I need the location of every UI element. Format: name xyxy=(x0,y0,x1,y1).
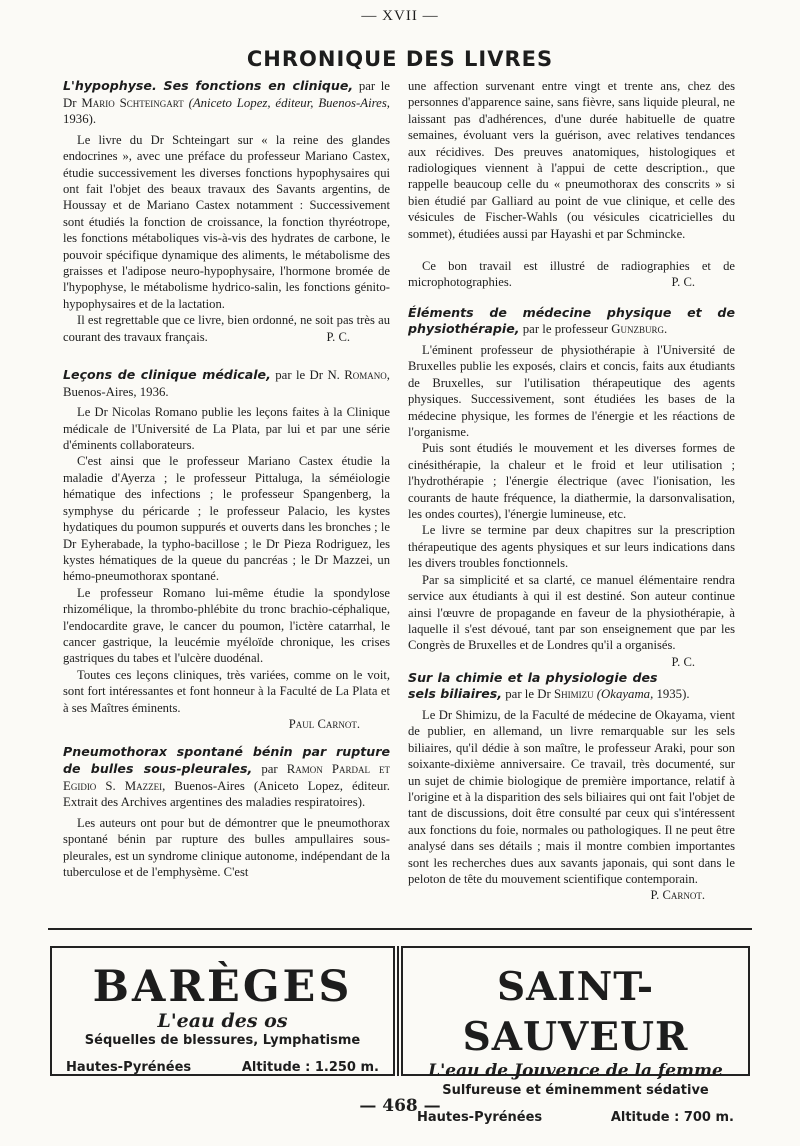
review-paragraph: Le Dr Shimizu, de la Faculté de médecine de Okayama, vient de publier, en allemand, un livre remarquable sur les sels biliaires, qu'il dédie à son maître, le professeur Araki, pour son soixante-dixième anniversaire. Ce travail, très documenté, sur un sujet de chimie biologique de première importance, relatif à l'origine et à la disparition des sels biliaires qui ont fait l'objet de tant de discussions, doit être consulté par ceux qui s'intéressent aux fonctions du foie, normales ou pathologiques. Il ne peut être analysé dans ses détails ; mais il montre combien importantes sont les recherches dues aux savants japonais, qui sont dans le peloton de tête du mouvement scientifique contemporain. xyxy=(408,707,735,886)
book-title: Éléments de médecine physique et de physiothérapie, xyxy=(408,304,735,337)
review-heading xyxy=(63,367,390,400)
review-lecons-clinique xyxy=(63,367,390,732)
review-heading xyxy=(408,670,735,703)
ad-saint-sauveur xyxy=(401,946,750,1125)
review-pneumothorax xyxy=(63,744,390,880)
ad-altitude: Altitude : 700 m. xyxy=(610,1110,734,1125)
publisher: (Aniceto Lopez, éditeur, Buenos-Aires, xyxy=(188,95,391,110)
publisher: (Okayama, xyxy=(596,687,654,702)
book-author: Gunzburg. xyxy=(611,322,668,337)
review-paragraph: Il est regrettable que ce livre, bien ordonné, ne soit pas très au courant des travaux français. P. C. xyxy=(63,313,390,344)
review-medecine-physique xyxy=(408,304,735,669)
ad-divider xyxy=(397,946,399,1076)
book-author: Shimizu xyxy=(553,687,594,702)
review-paragraph-continued xyxy=(408,78,735,258)
meta-prefix: par le Dr xyxy=(505,687,554,702)
right-column xyxy=(408,78,735,914)
book-meta xyxy=(505,687,689,701)
ad-footer xyxy=(52,1060,393,1075)
ad-tagline: L'eau de Jouvence de la femme xyxy=(428,1061,723,1081)
meta-suffix: 1936). xyxy=(63,112,97,127)
section-title: CHRONIQUE DES LIVRES xyxy=(246,47,554,71)
book-title: Leçons de clinique médicale, xyxy=(63,367,271,383)
review-signature: Paul Carnot. xyxy=(288,716,360,731)
review-paragraph-split: Les auteurs ont pour but de démontrer que le pneumothorax spontané bénin par rupture des bulles ampullaires sous-pleurales, est un syndrome clinique autonome, indépendant de la tuberculose et de l'emphysème. C'est xyxy=(63,815,390,879)
left-column xyxy=(63,78,390,891)
review-heading xyxy=(63,744,390,810)
meta-prefix: par xyxy=(261,761,287,776)
review-heading xyxy=(408,305,735,338)
ad-name: SAINT-SAUVEUR xyxy=(462,964,689,1060)
review-paragraph: Toutes ces leçons cliniques, très variées, comme on le voit, sont fort intéressantes et font honneur à la Faculté de La Plata et à ses Maîtres éminents. xyxy=(63,667,390,715)
book-meta xyxy=(523,322,667,336)
ad-bareges xyxy=(50,946,395,1076)
review-paragraph: Puis sont étudiés le mouvement et les diverses formes de cinésithérapie, la chaleur et le froid et leur utilisation ; l'hydrothérapie ; l'énergie électrique (avec l'ionisation, les courants de haute fréquence, la diathermie, la darsonvalisation, les ondes courtes), l'énergie lumineuse, etc. xyxy=(408,441,735,522)
review-signature: P. Carnot. xyxy=(650,888,705,903)
review-heading xyxy=(63,78,390,128)
meta-suffix: Buenos-Aires, 1936. xyxy=(63,384,169,399)
ad-subline: Séquelles de blessures, Lymphatisme xyxy=(84,1033,361,1048)
book-author: Mario Schteingart xyxy=(81,95,184,110)
review-paragraph: Par sa simplicité et sa clarté, ce manuel élémentaire rendra service aux étudiants à qui il est destiné. Son auteur continue ainsi l'œuvre de propagande en faveur de la physiothérapie, à laquelle il s'est dévoué, tant par son enseignement que par les Congrès de Bruxelles et de Londres qu'il a organisés. P. C. xyxy=(408,572,735,669)
ad-region: Hautes-Pyrénées xyxy=(66,1060,192,1075)
meta-prefix: par le Dr xyxy=(275,368,328,383)
review-sels-biliaires xyxy=(408,670,735,904)
ad-top-rule xyxy=(48,928,752,930)
review-paragraph: Ce bon travail est illustré de radiographies et de microphotographies. P. C. xyxy=(408,259,735,290)
review-hypophyse xyxy=(63,78,390,345)
continued-text: une affection survenant entre vingt et trente ans, chez des personnes d'apparence saine, sans fièvre, sans liquide pleural, ne laissant pas d'adhérences, d'une durée habituelle de quatre semaines, évoluant vers la guérison, avec relatives tendances aux récidives. Des preuves anatomiques, histologiques et radiologiques viennent à l'appui de cette description., que rappelle beaucoup celle du « pneumothorax des conscrits » si bien étudié par Galliard au point de vue clinique, et celle des vésicules de Fischer-Wahls (ou vésicules cicatricielles du sommet), étudiées aussi par Hayashi et par Schmincke. xyxy=(408,79,735,241)
review-paragraph: C'est ainsi que le professeur Mariano Castex étudie la maladie d'Ayerza ; le professeur Pittaluga, la séméiologie hématique des infections ; le professeur Spangenberg, la symphyse du péricarde ; le professeur Palacio, les kystes hydatiques du poumon suppurés et ouverts dans les bronches ; le Dr Eyherabade, la typho-bacillose ; le Dr Pieza Rodriguez, les kystes hématiques de la queue du pancréas ; le Dr Mazzei, un hémo-pneumothorax spontané. xyxy=(63,454,390,584)
review-signature: P. C. xyxy=(671,275,695,290)
review-paragraph: Le livre du Dr Schteingart sur « la reine des glandes endocrines », avec une préface du professeur Mariano Castex, étudie successivement les diverses fonctions hypophysaires qui ont fait l'objet des beaux travaux des Savants argentins, de Houssay et de Mariano Castex notamment : Successivement sont étudiés la fonction de croissance, la fonction thyréotrope, les fonctions métaboliques vis-à-vis des hydrates de carbone, le pouvoir spécifique dynamique des aliments, le métabolisme des graisses et l'adipose neuro-hypophysaire, l'hormone bromée de l'hypophyse, le métabolisme hydrico-salin, les fonctions génito-hypophysaires et de la lactation. xyxy=(63,132,390,311)
meta-prefix: par le professeur xyxy=(522,322,612,337)
page-header-roman: — XVII — xyxy=(361,8,439,24)
review-paragraph: Le professeur Romano lui-même étudie la spondylose rhizomélique, la thrombo-phlébite du tronc brachio-céphalique, l'endocardite grave, le cancer du poumon, l'ictère catarrhal, le cancer gastrique, la leucémie myéloïde chronique, les crises gastriques du tabes et l'ulcère duodénal. xyxy=(63,585,390,666)
review-paragraph: Le livre se termine par deux chapitres sur la prescription thérapeutique des agents physiques et sur leurs indications dans les divers troubles fonctionnels. xyxy=(408,523,735,571)
book-author: N. Romano, xyxy=(327,368,390,383)
ad-tagline: L'eau des os xyxy=(157,1010,288,1032)
book-title: Sur la chimie et la physiologie des sels biliaires, xyxy=(408,669,658,702)
ad-altitude: Altitude : 1.250 m. xyxy=(241,1060,379,1075)
meta-prefix: par le Dr xyxy=(63,79,390,110)
ad-name: BARÈGES xyxy=(92,962,353,1012)
review-signature: P. C. xyxy=(326,329,350,344)
review-signature: P. C. xyxy=(671,654,695,669)
meta-suffix: 1935). xyxy=(653,687,690,702)
book-author: Ramon Pardal et Egidio S. Mazzei, xyxy=(63,761,390,793)
ad-subline: Sulfureuse et éminemment sédative xyxy=(442,1083,709,1098)
ad-region: Hautes-Pyrénées xyxy=(417,1110,543,1125)
book-title: Pneumothorax spontané bénin par rupture de bulles sous-pleurales, xyxy=(63,744,390,776)
meta-suffix: Buenos-Aires (Aniceto Lopez, éditeur. Extrait des Archives argentines des maladies respiratoires). xyxy=(63,778,391,810)
review-paragraph: L'éminent professeur de physiothérapie à l'Université de Bruxelles publie les exposés, clairs et concis, faits aux étudiants de Bruxelles, sur l'utilisation thérapeutique des agents physiques. Successivement, sont étudiées les bases de la médecine physique, les formes de l'énergie et les réactions de l'organisme. xyxy=(408,343,735,440)
review-paragraph: Le Dr Nicolas Romano publie les leçons faites à la Clinique médicale de l'Université de La Plata, par lui et par une série d'éminents collaborateurs. xyxy=(63,405,390,453)
book-title: L'hypophyse. Ses fonctions en clinique, xyxy=(63,78,354,93)
page-number: — 468 — xyxy=(359,1096,441,1116)
review-pneumothorax-continued xyxy=(408,78,735,291)
